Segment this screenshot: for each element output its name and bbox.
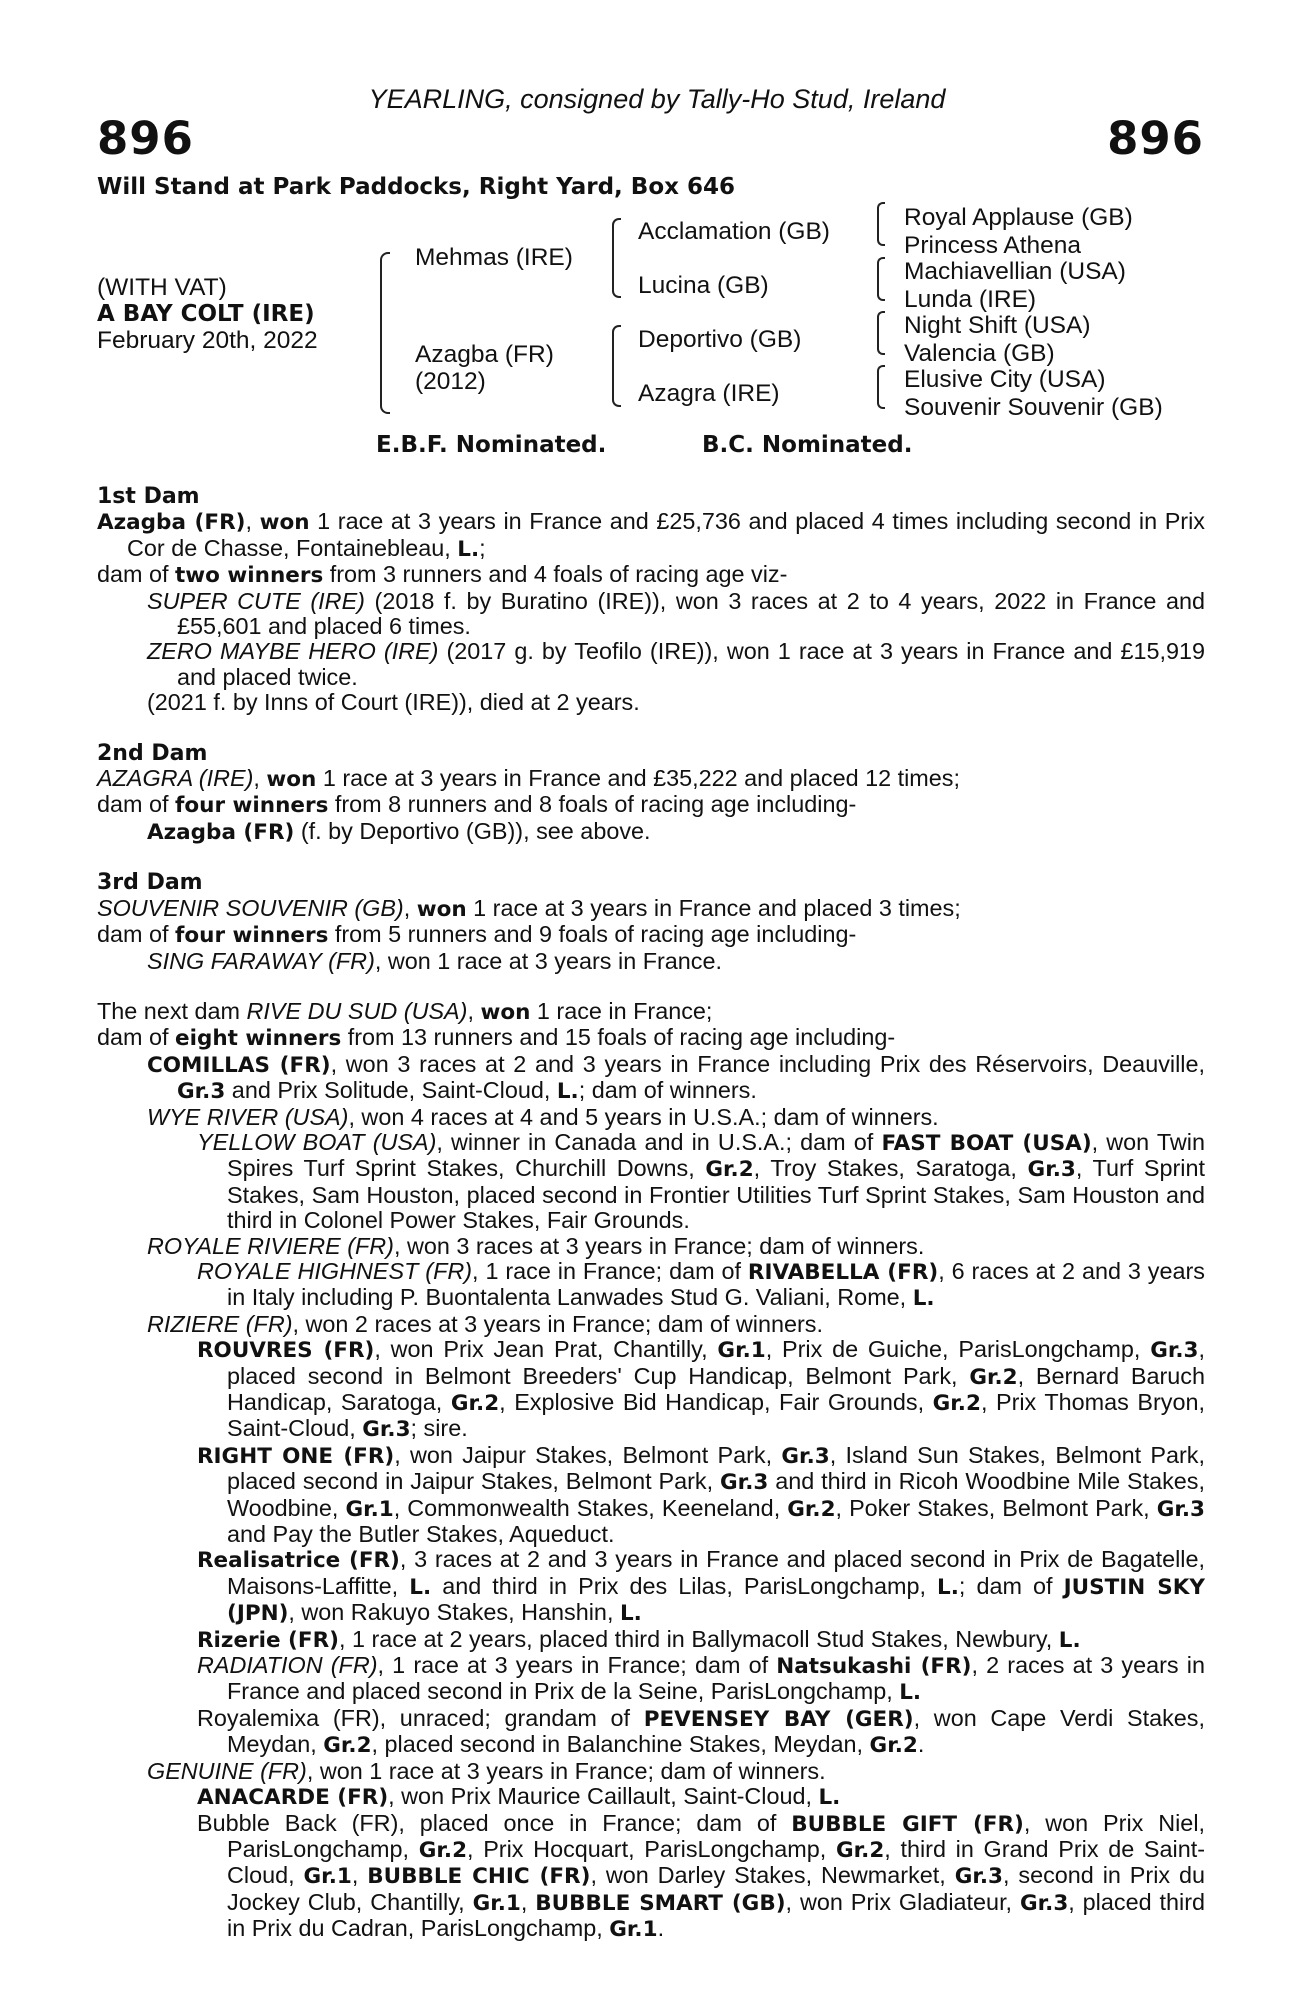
- produce-item: COMILLAS (FR), won 3 races at 2 and 3 years in France including Prix des Réservoirs, Deauville, Gr.3 and Prix Solitude, Saint-Cloud, L.; dam of winners.: [147, 1050, 1205, 1105]
- third-dam-record: SOUVENIR SOUVENIR (GB), won 1 race at 3 years in France and placed 3 times;: [97, 894, 961, 922]
- produce-item: YELLOW BOAT (USA), winner in Canada and in U.S.A.; dam of FAST BOAT (USA), won Twin Spires Turf Sprint Stakes, Churchill Downs, Gr.2, Troy Stakes, Saratoga, Gr.3, Turf Sprint Stakes, Sam Houston, placed second in Frontier Utilities Turf Sprint Stakes, Sam Houston and third in Colonel Power Stakes, Fair Grounds.: [197, 1128, 1205, 1234]
- produce-item: Rizerie (FR), 1 race at 2 years, placed third in Ballymacoll Stud Stakes, Newbury, L.: [197, 1625, 1081, 1653]
- ss-dam: Princess Athena: [904, 232, 1082, 259]
- dd-dam: Souvenir Souvenir (GB): [904, 394, 1163, 421]
- pedigree-brace-dd: [877, 365, 885, 409]
- second-dam-heading: 2nd Dam: [97, 740, 208, 766]
- produce-item: RIGHT ONE (FR), won Jaipur Stakes, Belmont Park, Gr.3, Island Sun Stakes, Belmont Park, placed second in Jaipur Stakes, Belmont Park, Gr.3 and third in Ricoh Woodbine Mile Stakes, Woodbine, Gr.1, Commonwealth Stakes, Keeneland, Gr.2, Poker Stakes, Belmont Park, Gr.3 and Pay the Butler Stakes, Aqueduct.: [197, 1441, 1206, 1548]
- produce-item: SING FARAWAY (FR), won 1 race at 3 years in France.: [147, 947, 722, 974]
- dam: Azagba (FR): [415, 341, 554, 368]
- horse-name: A BAY COLT (IRE): [97, 301, 315, 327]
- produce-item: ROYALE HIGHNEST (FR), 1 race in France; dam of RIVABELLA (FR), 6 races at 2 and 3 years in Italy including P. Buontalenta Lanwades Stud G. Valiani, Rome, L.: [197, 1257, 1205, 1312]
- pedigree-brace-sire: [612, 218, 621, 298]
- sd-sire: Machiavellian (USA): [904, 258, 1126, 285]
- dam-year: (2012): [415, 368, 486, 395]
- pedigree-brace-sd: [877, 257, 885, 301]
- third-dam-heading: 3rd Dam: [97, 870, 203, 896]
- next-dam-produce: dam of eight winners from 13 runners and 15 foals of racing age including-: [97, 1024, 896, 1052]
- produce-item: ZERO MAYBE HERO (IRE) (2017 g. by Teofilo (IRE)), won 1 race at 3 years in France and £15,919 and placed twice.: [147, 638, 1205, 690]
- produce-item: RIZIERE (FR), won 2 races at 3 years in France; dam of winners.: [147, 1310, 823, 1337]
- pedigree-notes: [97, 484, 1205, 1943]
- produce-item: WYE RIVER (USA), won 4 races at 4 and 5 years in U.S.A.; dam of winners.: [147, 1103, 939, 1130]
- produce-item: Azagba (FR) (f. by Deportivo (GB)), see above.: [147, 817, 651, 845]
- produce-item: (2021 f. by Inns of Court (IRE)), died at 2 years.: [147, 689, 640, 716]
- sire-sire: Acclamation (GB): [638, 218, 830, 245]
- first-dam-record: Azagba (FR), won 1 race at 3 years in France and £25,736 and placed 4 times including second in Prix Cor de Chasse, Fontainebleau, L.;: [97, 508, 1205, 562]
- produce-item: Royalemixa (FR), unraced; grandam of PEVENSEY BAY (GER), won Cape Verdi Stakes, Meydan, Gr.2, placed second in Balanchine Stakes, Meydan, Gr.2.: [197, 1704, 1205, 1759]
- dam-sire: Deportivo (GB): [638, 326, 802, 353]
- sd-dam: Lunda (IRE): [904, 286, 1037, 313]
- produce-item: ROYALE RIVIERE (FR), won 3 races at 3 years in France; dam of winners.: [147, 1232, 925, 1259]
- sire-dam: Lucina (GB): [638, 272, 769, 299]
- third-dam-produce: dam of four winners from 5 runners and 9 foals of racing age including-: [97, 921, 857, 949]
- pedigree-brace-ss: [877, 202, 885, 246]
- produce-item: ANACARDE (FR), won Prix Maurice Caillault, Saint-Cloud, L.: [197, 1783, 841, 1811]
- foaling-date: February 20th, 2022: [97, 327, 318, 354]
- next-dam-record: The next dam RIVE DU SUD (USA), won 1 race in France;: [97, 997, 713, 1025]
- produce-item: Realisatrice (FR), 3 races at 2 and 3 years in France and placed second in Prix de Bagatelle, Maisons-Laffitte, L. and third in Prix des Lilas, ParisLongchamp, L.; dam of JUSTIN SKY (JPN), won Rakuyo Stakes, Hanshin, L.: [197, 1546, 1205, 1627]
- ds-sire: Night Shift (USA): [904, 312, 1091, 339]
- bc-nomination: B.C. Nominated.: [702, 432, 913, 458]
- sire: Mehmas (IRE): [415, 244, 573, 271]
- pedigree-brace-ds: [877, 311, 885, 355]
- ss-sire: Royal Applause (GB): [904, 204, 1133, 231]
- ds-dam: Valencia (GB): [904, 340, 1055, 367]
- consignment-line: YEARLING, consigned by Tally-Ho Stud, Ireland: [368, 84, 946, 114]
- pedigree-brace-dam: [612, 325, 621, 407]
- ebf-nomination: E.B.F. Nominated.: [376, 432, 607, 458]
- dam-dam: Azagra (IRE): [638, 380, 780, 407]
- first-dam-heading: 1st Dam: [97, 484, 200, 509]
- second-dam-produce: dam of four winners from 8 runners and 8 foals of racing age including-: [97, 791, 857, 819]
- second-dam-record: AZAGRA (IRE), won 1 race at 3 years in France and £35,222 and placed 12 times;: [97, 765, 960, 793]
- first-dam-produce: dam of two winners from 3 runners and 4 foals of racing age viz-: [97, 561, 788, 589]
- lot-number-left: 896: [97, 112, 194, 165]
- produce-item: RADIATION (FR), 1 race at 3 years in France; dam of Natsukashi (FR), 2 races at 3 years in France and placed second in Prix de la Seine, ParisLongchamp, L.: [197, 1652, 1205, 1706]
- dd-sire: Elusive City (USA): [904, 366, 1106, 393]
- lot-number-right: 896: [1107, 112, 1204, 165]
- stand-location: Will Stand at Park Paddocks, Right Yard, Box 646: [97, 174, 735, 200]
- produce-item: ROUVRES (FR), won Prix Jean Prat, Chantilly, Gr.1, Prix de Guiche, ParisLongchamp, Gr.3, placed second in Belmont Breeders' Cup Handicap, Belmont Park, Gr.2, Bernard Baruch Handicap, Saratoga, Gr.2, Explosive Bid Handicap, Fair Grounds, Gr.2, Prix Thomas Bryon, Saint-Cloud, Gr.3; sire.: [197, 1336, 1206, 1443]
- vat-note: (WITH VAT): [97, 274, 227, 301]
- produce-item: SUPER CUTE (IRE) (2018 f. by Buratino (IRE)), won 3 races at 2 to 4 years, 2022 in France and £55,601 and placed 6 times.: [147, 587, 1205, 640]
- pedigree-brace-main: [380, 252, 390, 414]
- produce-item: Bubble Back (FR), placed once in France; dam of BUBBLE GIFT (FR), won Prix Niel, ParisLongchamp, Gr.2, Prix Hocquart, ParisLongchamp, Gr.2, third in Grand Prix de Saint-Cloud, Gr.1, BUBBLE CHIC (FR), won Darley Stakes, Newmarket, Gr.3, second in Prix du Jockey Club, Chantilly, Gr.1, BUBBLE SMART (GB), won Prix Gladiateur, Gr.3, placed third in Prix du Cadran, ParisLongchamp, Gr.1.: [197, 1809, 1206, 1943]
- produce-item: GENUINE (FR), won 1 race at 3 years in France; dam of winners.: [147, 1757, 826, 1784]
